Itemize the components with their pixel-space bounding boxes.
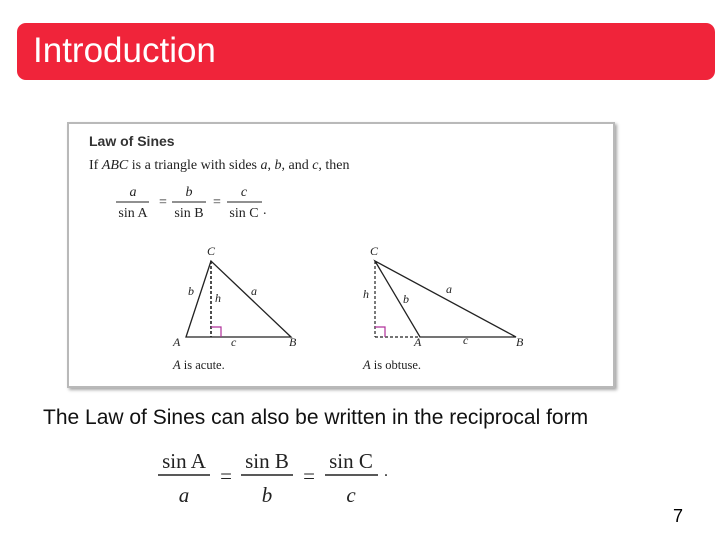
recip-num-sin-a: sin A — [162, 449, 206, 473]
formula-equals-1: = — [159, 195, 167, 210]
obtuse-side-a: a — [446, 282, 452, 296]
acute-triangle — [172, 244, 297, 372]
acute-vertex-c: C — [207, 244, 216, 258]
obtuse-side-c: c — [463, 333, 469, 347]
box-heading: Law of Sines — [89, 133, 175, 149]
acute-vertex-a: A — [173, 335, 181, 349]
slide-title: Introduction — [33, 31, 216, 70]
recip-period: . — [384, 463, 388, 480]
law-of-sines-box — [67, 122, 615, 388]
formula-equals-2: = — [213, 195, 221, 210]
acute-side-b: b — [188, 284, 194, 298]
obtuse-vertex-a: A — [414, 335, 422, 349]
recip-den-b: b — [261, 483, 273, 507]
title-bar — [17, 23, 715, 80]
formula-period: . — [263, 203, 267, 218]
formula-den-sin-a: sin A — [118, 206, 148, 221]
obtuse-height-h: h — [363, 287, 369, 301]
right-angle-marker-acute — [211, 327, 221, 337]
recip-num-sin-b: sin B — [245, 449, 289, 473]
body-text: The Law of Sines can also be written in the reciprocal form — [43, 406, 589, 429]
law-of-sines-figure — [69, 124, 613, 386]
recip-num-sin-c: sin C — [329, 449, 373, 473]
law-of-sines-formula — [116, 185, 267, 221]
formula-den-sin-b: sin B — [174, 206, 204, 221]
formula-num-a: a — [129, 185, 137, 200]
obtuse-vertex-c: C — [370, 244, 379, 258]
page-number: 7 — [673, 506, 684, 526]
formula-num-b: b — [185, 185, 193, 200]
obtuse-vertex-b: B — [516, 335, 524, 349]
obtuse-side-b: b — [403, 292, 409, 306]
acute-vertex-b: B — [289, 335, 297, 349]
reciprocal-formula — [150, 444, 400, 513]
obtuse-triangle — [362, 244, 524, 372]
acute-caption: A is acute. — [173, 358, 225, 372]
right-angle-marker-obtuse — [375, 327, 385, 337]
box-intro: If ABC is a triangle with sides a, b, and c, then — [89, 158, 350, 173]
formula-num-c: c — [240, 185, 248, 200]
recip-equals-1: = — [220, 464, 232, 488]
recip-den-a: a — [178, 483, 190, 507]
formula-den-sin-c: sin C — [229, 206, 259, 221]
recip-equals-2: = — [303, 464, 315, 488]
acute-side-c: c — [231, 335, 237, 349]
obtuse-caption: A is obtuse. — [363, 358, 421, 372]
recip-den-c: c — [346, 483, 356, 507]
acute-height-h: h — [215, 291, 221, 305]
acute-side-a: a — [251, 284, 257, 298]
